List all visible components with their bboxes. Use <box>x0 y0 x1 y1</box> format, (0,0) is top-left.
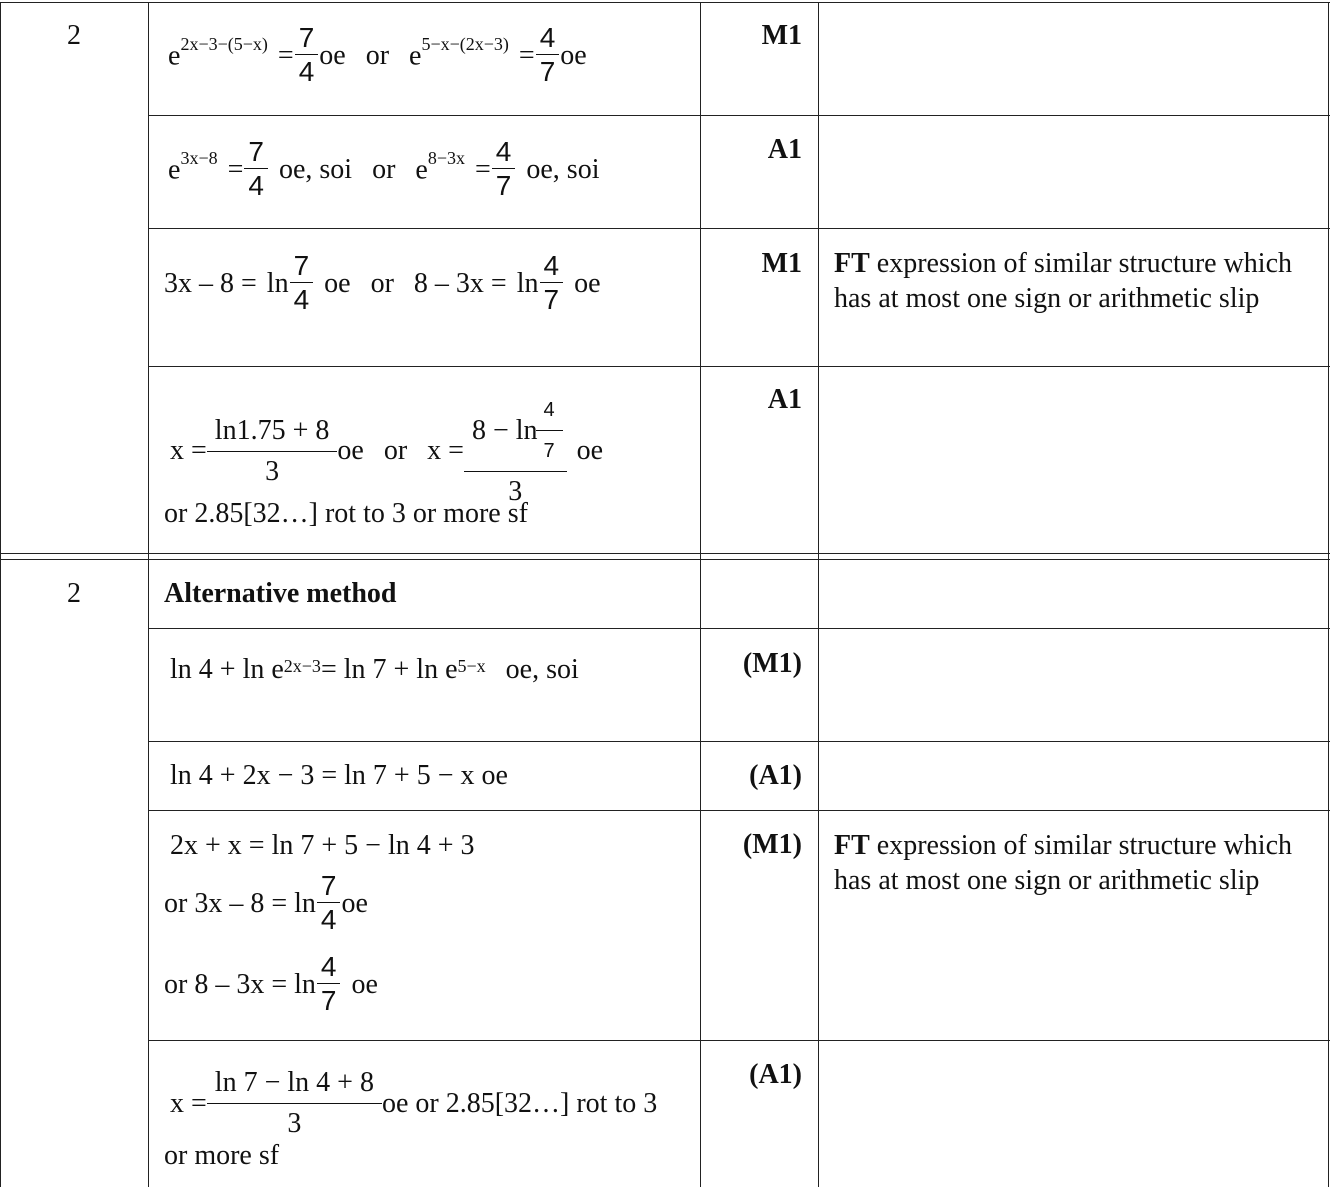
row-divider <box>149 228 1330 229</box>
fraction: $\frac{4}{7}$ <box>540 390 559 471</box>
row-divider <box>149 366 1330 367</box>
answer-expression: or 3x – 8 = ln $\frac{7}{4}$ oe <box>164 870 368 935</box>
mark-code: A1 <box>767 134 802 165</box>
answer-expression: or 8 – 3x = ln $\frac{4}{7}$ oe <box>164 951 378 1016</box>
row-divider <box>0 2 1330 3</box>
answer-expression: 2x + x = ln 7 + 5 − ln 4 + 3 <box>170 830 475 861</box>
row-divider <box>149 810 1330 811</box>
column-divider <box>1328 2 1329 1187</box>
answer-expression: x = $\frac{\ln 7 - \ln 4 + 8}{3}$ oe or 2.85[32…] rot to 3 <box>170 1063 657 1144</box>
mark-code: (A1) <box>749 1059 802 1090</box>
mark-code: (M1) <box>742 829 802 860</box>
mark-code: (A1) <box>749 760 802 791</box>
fraction: $\frac{4}{7}$ <box>319 951 339 1018</box>
exponent: 5−x <box>457 655 486 676</box>
method-heading: Alternative method <box>164 578 397 609</box>
fraction: 8 − ln $\frac{4}{7}$ 3 <box>468 390 563 512</box>
exponent: 2x−3−(5−x) <box>180 34 268 55</box>
mark-code: (M1) <box>742 648 802 679</box>
fraction: $\frac{7}{4}$ <box>292 250 312 317</box>
fraction: $\frac{4}{7}$ <box>538 22 558 89</box>
exponent: 8−3x <box>427 148 465 169</box>
section-divider <box>0 553 1330 554</box>
mark-code: A1 <box>767 384 802 415</box>
answer-expression: $e^{3x-8}$ = $\frac{7}{4}$ oe, soi or $e^{8-3x}$ = $\frac{4}{7}$ oe, soi <box>168 136 600 201</box>
fraction: $\frac{4}{7}$ <box>542 250 562 317</box>
answer-expression: x = $\frac{\ln 1.75 + 8}{3}$ oe or x = 8 − ln $\frac{4}{7}$ 3 oe <box>170 390 603 512</box>
mark-code: M1 <box>761 20 802 51</box>
section-divider <box>0 559 1330 560</box>
answer-expression: ln 4 + 2x − 3 = ln 7 + 5 − x oe <box>170 760 508 791</box>
answer-expression: $e^{2x-3-(5-x)}$ = $\frac{7}{4}$ oe or $e^{5-x-(2x-3)}$ = $\frac{4}{7}$ oe <box>168 22 587 87</box>
exponent: 5−x−(2x−3) <box>421 34 509 55</box>
column-divider <box>818 2 819 1187</box>
mark-code: M1 <box>761 248 802 279</box>
fraction: $\frac{4}{7}$ <box>494 136 514 203</box>
answer-expression: or 2.85[32…] rot to 3 or more sf <box>164 498 528 529</box>
answer-expression: or more sf <box>164 1140 280 1171</box>
exponent: 3x−8 <box>180 148 218 169</box>
row-divider <box>149 628 1330 629</box>
exponent: 2x−3 <box>283 655 321 676</box>
row-divider <box>149 115 1330 116</box>
row-divider <box>149 741 1330 742</box>
question-number: 2 <box>67 578 81 609</box>
row-divider <box>149 1040 1330 1041</box>
fraction: $\frac{7}{4}$ <box>319 870 339 937</box>
guidance-comment: FT expression of similar structure which has at most one sign or arithmetic slip <box>834 830 1293 896</box>
fraction: $\frac{\ln 7 - \ln 4 + 8}{3}$ <box>211 1063 378 1144</box>
column-divider <box>148 2 149 1187</box>
fraction: $\frac{\ln 1.75 + 8}{3}$ <box>211 411 334 492</box>
answer-expression: ln 4 + ln e $^{2x-3}$ = ln 7 + ln e $^{5-x}$ oe, soi <box>170 654 579 685</box>
fraction: $\frac{7}{4}$ <box>297 22 317 89</box>
question-number: 2 <box>67 20 81 51</box>
answer-expression: 3x – 8 = ln $\frac{7}{4}$ oe or 8 – 3x = ln $\frac{4}{7}$ oe <box>164 250 601 315</box>
guidance-comment: FT expression of similar structure which has at most one sign or arithmetic slip <box>834 248 1293 314</box>
fraction: $\frac{7}{4}$ <box>246 136 266 203</box>
column-divider <box>700 2 701 1187</box>
